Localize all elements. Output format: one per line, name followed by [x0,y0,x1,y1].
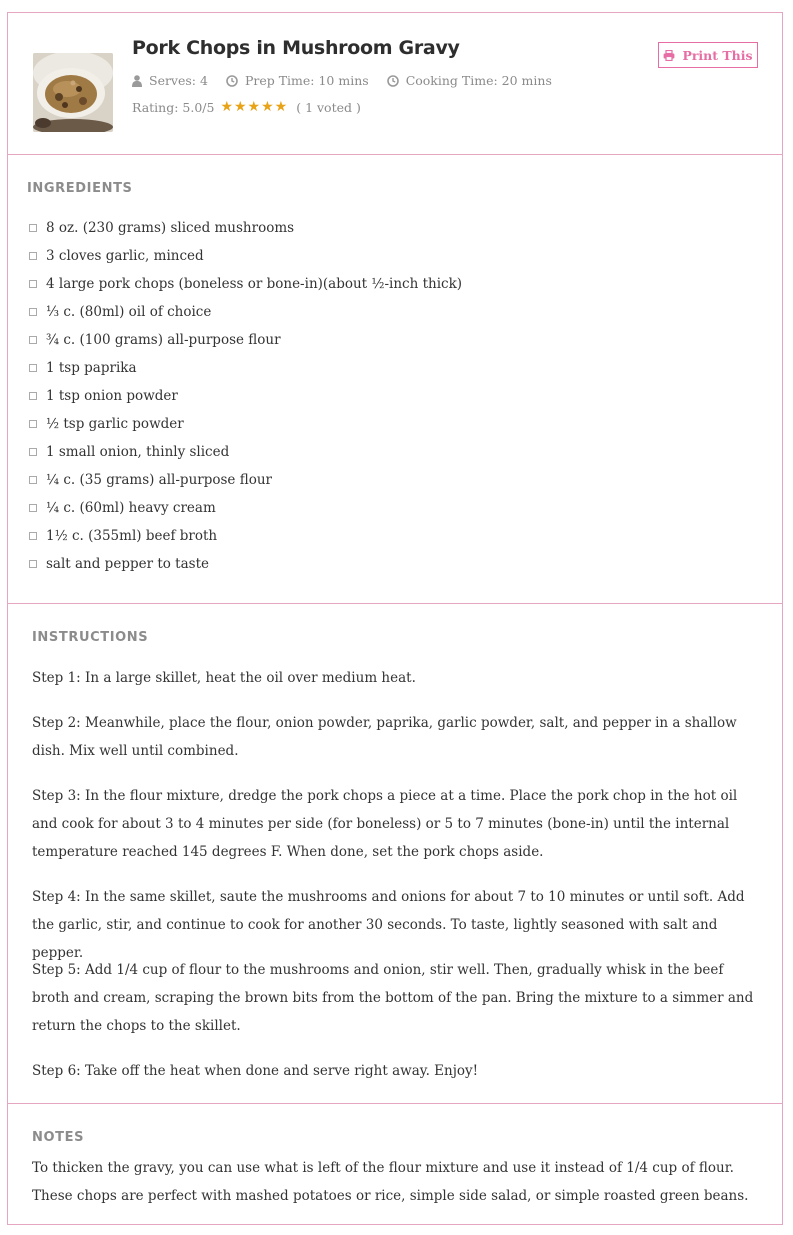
notes-section [8,1103,782,1224]
ingredient-item[interactable]: 1½ c. (355ml) beef broth [29,522,462,550]
ingredient-item[interactable]: 1 small onion, thinly sliced [29,438,462,466]
ingredients-section [8,154,782,604]
ingredient-item[interactable]: 1 tsp paprika [29,354,462,382]
ingredient-item[interactable]: salt and pepper to taste [29,550,462,578]
ingredient-item[interactable]: ½ tsp garlic powder [29,410,462,438]
ingredient-item[interactable]: ¾ c. (100 grams) all-purpose flour [29,326,462,354]
ingredients-heading: INGREDIENTS [27,181,133,196]
ingredient-item[interactable]: ¼ c. (35 grams) all-purpose flour [29,466,462,494]
print-button[interactable] [658,42,758,68]
ingredient-item[interactable]: 8 oz. (230 grams) sliced mushrooms [29,214,462,242]
recipe-title: Pork Chops in Mushroom Gravy [132,37,460,59]
cook-time-text: Cooking Time: 20 mins [405,73,552,88]
checkbox-icon[interactable] [29,252,37,260]
rating-stars[interactable]: ★★★★★ [220,99,289,115]
instructions-heading: INSTRUCTIONS [32,630,149,645]
checkbox-icon[interactable] [29,336,37,344]
serves-group [132,73,208,88]
checkbox-icon[interactable] [29,224,37,232]
checkbox-icon[interactable] [29,280,37,288]
serves-text: Serves: 4 [149,73,208,88]
user-icon [132,75,142,87]
instruction-step-2: Step 2: Meanwhile, place the flour, onion powder, paprika, garlic powder, salt, and pepper in a shallow dish. Mix well until combined. [32,715,737,759]
clock-icon [387,75,399,87]
checkbox-icon[interactable] [29,364,37,372]
rating-text: Rating: 5.0/5 [132,99,215,115]
notes-heading: NOTES [32,1130,85,1145]
instruction-step-6: Step 6: Take off the heat when done and serve right away. Enjoy! [32,1063,479,1079]
ingredient-item[interactable]: 4 large pork chops (boneless or bone-in)(about ½-inch thick) [29,270,462,298]
prep-time-group [226,73,369,88]
recipe-header [8,13,782,155]
checkbox-icon[interactable] [29,420,37,428]
recipe-card [7,12,783,1225]
recipe-meta [132,73,570,88]
checkbox-icon[interactable] [29,448,37,456]
print-label: Print This [682,47,753,63]
checkbox-icon[interactable] [29,392,37,400]
vote-count: ( 1 voted ) [296,99,361,115]
instruction-step-4: Step 4: In the same skillet, saute the mushrooms and onions for about 7 to 10 minutes or until soft. Add the garlic, stir, and continue to cook for another 30 seconds. To taste, lightly seasoned with salt and pepper. [32,889,745,961]
instruction-step-1: Step 1: In a large skillet, heat the oil over medium heat. [32,670,416,686]
ingredient-item[interactable]: ¼ c. (60ml) heavy cream [29,494,462,522]
instructions-section [8,603,782,1104]
checkbox-icon[interactable] [29,560,37,568]
ingredients-list [29,214,462,578]
clock-icon [226,75,238,87]
recipe-thumbnail[interactable] [33,53,113,132]
checkbox-icon[interactable] [29,476,37,484]
ingredient-item[interactable]: 1 tsp onion powder [29,382,462,410]
cook-time-group [387,73,552,88]
ingredient-item[interactable]: ⅓ c. (80ml) oil of choice [29,298,462,326]
instruction-step-5: Step 5: Add 1/4 cup of flour to the mushrooms and onion, stir well. Then, gradually whisk in the beef broth and cream, scraping the brown bits from the bottom of the pan. Bring the mixture to a simmer and return the chops to the skillet. [32,962,754,1034]
checkbox-icon[interactable] [29,504,37,512]
checkbox-icon[interactable] [29,308,37,316]
prep-time-text: Prep Time: 10 mins [244,73,369,88]
checkbox-icon[interactable] [29,532,37,540]
ingredient-item[interactable]: 3 cloves garlic, minced [29,242,462,270]
instruction-step-3: Step 3: In the flour mixture, dredge the pork chops a piece at a time. Place the pork chop in the hot oil and cook for about 3 to 4 minutes per side (for boneless) or 5 to 7 minutes (bone-in) until the internal temperature reached 145 degrees F. When done, set the pork chops aside. [32,788,738,860]
rating [132,99,361,115]
notes-text: To thicken the gravy, you can use what is left of the flour mixture and use it instead of 1/4 cup of flour. These chops are perfect with mashed potatoes or rice, simple side salad, or simple roasted green beans. [32,1160,749,1204]
printer-icon [663,50,675,61]
